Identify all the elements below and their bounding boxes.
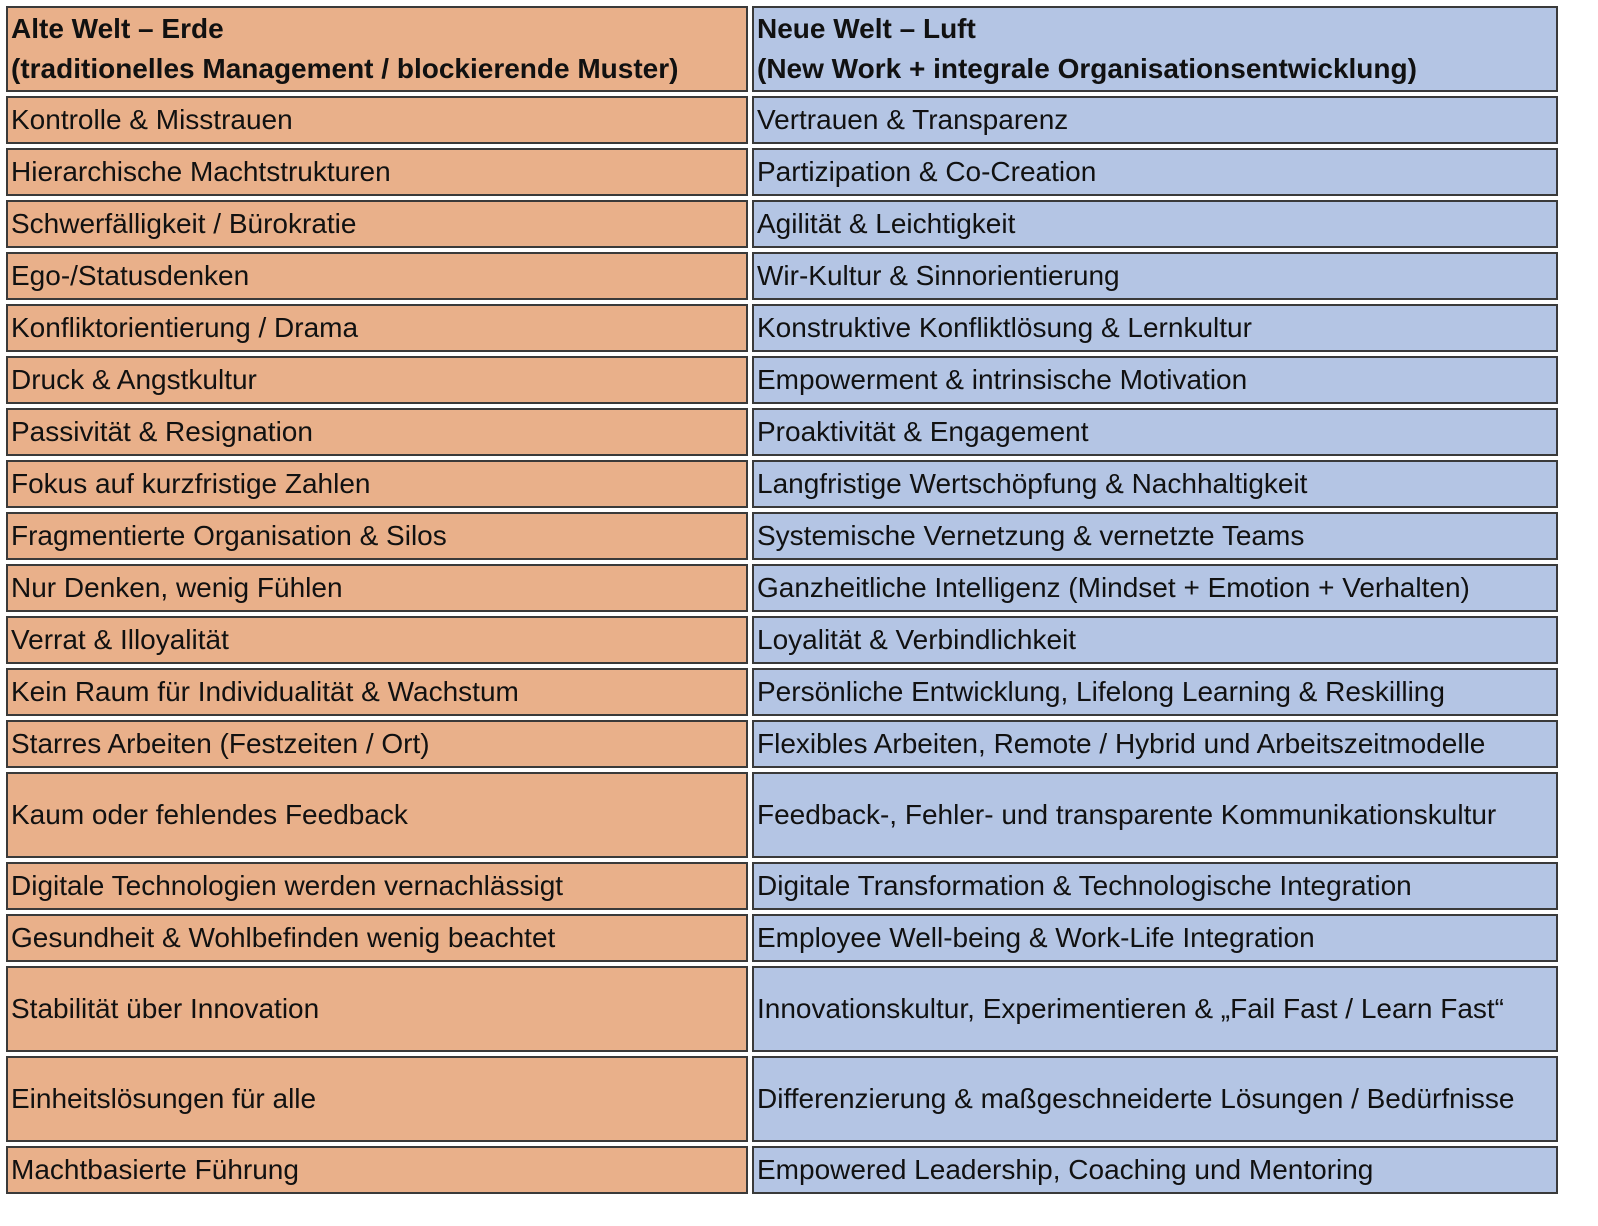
old-cell: Kaum oder fehlendes Feedback [4,770,750,860]
new-cell: Konstruktive Konfliktlösung & Lernkultur [750,302,1560,354]
old-cell: Schwerfälligkeit / Bürokratie [4,198,750,250]
old-cell: Fragmentierte Organisation & Silos [4,510,750,562]
new-cell: Persönliche Entwicklung, Lifelong Learning & Reskilling [750,666,1560,718]
new-cell: Feedback-, Fehler- und transparente Kommunikationskultur [750,770,1560,860]
new-cell: Wir-Kultur & Sinnorientierung [750,250,1560,302]
table-row [4,614,1560,666]
old-cell: Fokus auf kurzfristige Zahlen [4,458,750,510]
table-row [4,146,1560,198]
header-old-title: Alte Welt – Erde [11,13,224,44]
old-cell: Verrat & Illoyalität [4,614,750,666]
new-cell: Langfristige Wertschöpfung & Nachhaltigkeit [750,458,1560,510]
old-cell: Druck & Angstkultur [4,354,750,406]
old-cell: Ego-/Statusdenken [4,250,750,302]
new-cell: Innovationskultur, Experimentieren & „Fail Fast / Learn Fast“ [750,964,1560,1054]
header-new-subtitle: (New Work + integrale Organisationsentwicklung) [757,53,1417,84]
new-cell: Empowered Leadership, Coaching und Mentoring [750,1144,1560,1196]
new-cell: Proaktivität & Engagement [750,406,1560,458]
header-new-title: Neue Welt – Luft [757,13,976,44]
old-cell: Konfliktorientierung / Drama [4,302,750,354]
old-cell: Machtbasierte Führung [4,1144,750,1196]
table-row [4,860,1560,912]
old-cell: Starres Arbeiten (Festzeiten / Ort) [4,718,750,770]
table-row [4,406,1560,458]
old-cell: Nur Denken, wenig Fühlen [4,562,750,614]
table-row [4,302,1560,354]
new-cell: Systemische Vernetzung & vernetzte Teams [750,510,1560,562]
old-cell: Passivität & Resignation [4,406,750,458]
new-cell: Differenzierung & maßgeschneiderte Lösungen / Bedürfnisse [750,1054,1560,1144]
old-cell: Stabilität über Innovation [4,964,750,1054]
new-cell: Vertrauen & Transparenz [750,94,1560,146]
new-cell: Empowerment & intrinsische Motivation [750,354,1560,406]
table-row [4,770,1560,860]
new-cell: Partizipation & Co-Creation [750,146,1560,198]
comparison-table-wrapper [4,4,1560,1196]
new-cell: Loyalität & Verbindlichkeit [750,614,1560,666]
header-old-world [4,4,750,94]
table-row [4,1054,1560,1144]
old-cell: Gesundheit & Wohlbefinden wenig beachtet [4,912,750,964]
new-cell: Ganzheitliche Intelligenz (Mindset + Emotion + Verhalten) [750,562,1560,614]
table-row [4,964,1560,1054]
table-row [4,1144,1560,1196]
new-cell: Employee Well-being & Work-Life Integration [750,912,1560,964]
old-cell: Kontrolle & Misstrauen [4,94,750,146]
table-row [4,458,1560,510]
table-row [4,250,1560,302]
table-row [4,94,1560,146]
old-cell: Einheitslösungen für alle [4,1054,750,1144]
comparison-table [4,4,1560,1196]
old-cell: Kein Raum für Individualität & Wachstum [4,666,750,718]
table-row [4,198,1560,250]
table-row [4,562,1560,614]
old-cell: Hierarchische Machtstrukturen [4,146,750,198]
table-header-row [4,4,1560,94]
new-cell: Flexibles Arbeiten, Remote / Hybrid und Arbeitszeitmodelle [750,718,1560,770]
new-cell: Agilität & Leichtigkeit [750,198,1560,250]
table-row [4,510,1560,562]
table-row [4,912,1560,964]
table-row [4,666,1560,718]
old-cell: Digitale Technologien werden vernachlässigt [4,860,750,912]
table-row [4,718,1560,770]
header-new-world [750,4,1560,94]
new-cell: Digitale Transformation & Technologische Integration [750,860,1560,912]
table-row [4,354,1560,406]
header-old-subtitle: (traditionelles Management / blockierende Muster) [11,53,679,84]
